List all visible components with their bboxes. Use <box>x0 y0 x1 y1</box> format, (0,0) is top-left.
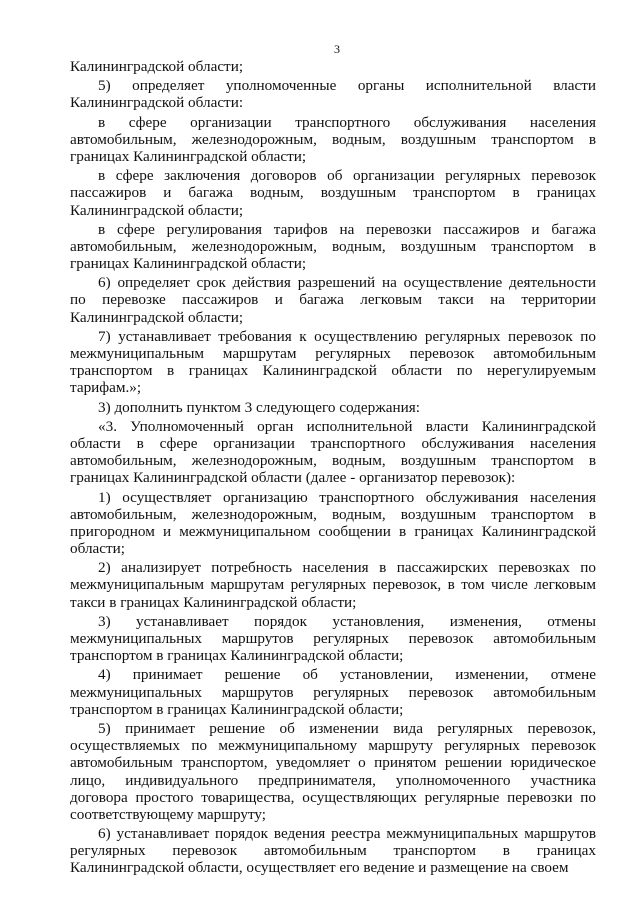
text-line: транспортом в границах Калининградской области; <box>70 647 404 665</box>
paragraph <box>70 489 596 558</box>
text-line: Калининградской области; <box>70 58 244 75</box>
paragraph <box>70 613 596 665</box>
text-line: транспортом в границах Калининградской области по нерегулируемым <box>70 362 596 380</box>
text-line: 5) определяет уполномоченные органы исполнительной власти <box>98 77 596 95</box>
text-line: 7) устанавливает требования к осуществлению регулярных перевозок по <box>98 327 596 345</box>
text-line: области в сфере организации транспортного обслуживания населения <box>70 434 596 452</box>
text-line: автомобильным, железнодорожным, водным, воздушным транспортом в <box>70 505 596 523</box>
paragraph <box>70 274 596 326</box>
text-line: межмуниципальным маршрутам регулярных перевозок автомобильным <box>70 345 596 362</box>
text-line: «3. Уполномоченный орган исполнительной власти Калининградской <box>98 417 596 435</box>
document-page <box>70 42 596 879</box>
text-line: межмуниципальных маршрутов регулярных перевозок автомобильным <box>70 683 596 701</box>
text-line: регулярных перевозок автомобильным транспортом в границах <box>70 842 596 860</box>
text-line: области; <box>70 540 125 558</box>
paragraph <box>70 399 596 416</box>
text-line: пассажиров и багажа водным, воздушным транспортом в границах <box>70 184 596 202</box>
text-line: такси в границах Калининградской области; <box>70 593 357 611</box>
text-line: автомобильным транспортом, уведомляет о принятом решении юридическое <box>70 754 596 772</box>
paragraph <box>70 58 596 75</box>
text-line: пригородном и межмуниципальном сообщении в границах Калининградской <box>70 522 596 540</box>
text-line: Калининградской области; <box>70 308 244 326</box>
text-line: 1) осуществляет организацию транспортного обслуживания населения <box>98 488 596 506</box>
text-line: 6) определяет срок действия разрешений на осуществление деятельности <box>98 274 596 292</box>
text-line: 6) устанавливает порядок ведения реестра межмуниципальных маршрутов <box>98 825 596 843</box>
text-line: 4) принимает решение об установлении, изменении, отмене <box>98 666 596 684</box>
paragraph <box>70 418 596 487</box>
paragraph <box>70 666 596 718</box>
paragraph <box>70 328 596 397</box>
text-line: границах Калининградской области; <box>70 255 307 273</box>
text-line: 2) анализирует потребность населения в пассажирских перевозках по <box>98 559 596 577</box>
text-line: Калининградской области, осуществляет его ведение и размещение на своем <box>70 859 569 877</box>
text-line: в сфере заключения договоров об организации регулярных перевозок <box>98 167 596 185</box>
text-line: транспортом в границах Калининградской области; <box>70 700 404 718</box>
text-line: Калининградской области; <box>70 201 244 219</box>
text-line: по перевозке пассажиров и багажа легковым такси на территории <box>70 291 596 309</box>
text-line: лицо, индивидуального предпринимателя, уполномоченного участника <box>70 771 596 789</box>
paragraph <box>70 77 596 111</box>
paragraph <box>70 114 596 166</box>
text-line: в сфере организации транспортного обслуживания населения <box>98 113 596 131</box>
text-line: межмуниципальных маршрутов регулярных перевозок автомобильным <box>70 630 596 647</box>
text-line: 5) принимает решение об изменении вида регулярных перевозок, <box>98 719 596 737</box>
text-line: в сфере регулирования тарифов на перевозки пассажиров и багажа <box>98 220 596 238</box>
text-line: тарифам.»; <box>70 379 142 397</box>
paragraph <box>70 167 596 219</box>
paragraph <box>70 825 596 877</box>
text-line: соответствующему маршруту; <box>70 805 266 823</box>
text-line: осуществляемых по межмуниципальному маршруту регулярных перевозок <box>70 737 596 755</box>
paragraph <box>70 221 596 273</box>
text-line: автомобильным, железнодорожным, водным, воздушным транспортом в <box>70 452 596 470</box>
text-line: автомобильным, железнодорожным, водным, воздушным транспортом в <box>70 237 596 255</box>
text-line: границах Калининградской области (далее - организатор перевозок): <box>70 469 516 487</box>
text-line: договора простого товарищества, осуществляющих регулярные перевозки по <box>70 788 596 806</box>
page-number: 3 <box>334 42 340 56</box>
text-line: 3) дополнить пунктом 3 следующего содержания: <box>98 398 420 416</box>
paragraph <box>70 559 596 611</box>
document-body <box>70 58 596 877</box>
paragraph <box>70 720 596 823</box>
text-line: автомобильным, железнодорожным, водным, воздушным транспортом в <box>70 130 596 148</box>
text-line: границах Калининградской области; <box>70 147 307 165</box>
text-line: межмуниципальным маршрутам регулярных перевозок, в том числе легковым <box>70 576 596 594</box>
text-line: Калининградской области: <box>70 94 244 112</box>
text-line: 3) устанавливает порядок установления, изменения, отмены <box>98 612 596 630</box>
